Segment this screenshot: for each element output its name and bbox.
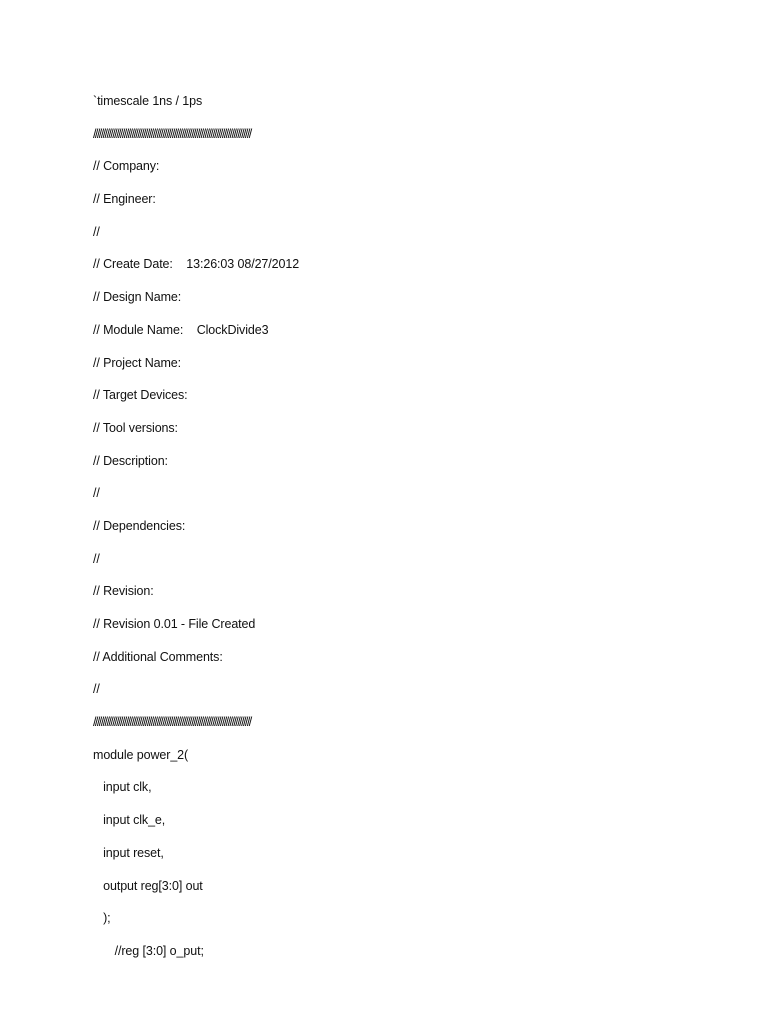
port-input-reset: input reset, [93,845,164,860]
comment-revision-entry: // Revision 0.01 - File Created [93,617,256,631]
comment-target-devices: // Target Devices: [93,388,188,403]
port-input-clk: input clk, [93,780,152,795]
comment-blank: // [93,682,100,697]
timescale-line: `timescale 1ns / 1ps [93,94,203,108]
comment-rule-bottom: ////////////////////////////////////////////////////////////////////////////////// [93,715,251,730]
comment-description: // Description: [93,453,168,468]
comment-additional-comments: // Additional Comments: [93,649,223,664]
comment-company: // Company: [93,159,160,174]
comment-dependencies: // Dependencies: [93,518,186,533]
comment-blank: // [93,224,100,239]
comment-tool-versions: // Tool versions: [93,420,178,435]
comment-rule-top: ////////////////////////////////////////////////////////////////////////////////// [93,126,251,141]
comment-design-name: // Design Name: [93,290,182,305]
port-input-clk-e: input clk_e, [93,813,166,828]
comment-create-date: // Create Date: 13:26:03 08/27/2012 [93,257,300,272]
port-list-close: ); [93,911,111,926]
comment-blank: // [93,551,100,566]
commented-reg-declaration: //reg [3:0] o_put; [93,943,204,958]
comment-blank: // [93,486,100,501]
comment-project-name: // Project Name: [93,355,182,370]
comment-revision: // Revision: [93,584,154,599]
module-declaration: module power_2( [93,747,189,762]
port-output-out: output reg[3:0] out [93,878,203,893]
verilog-source [93,90,299,973]
comment-module-name: // Module Name: ClockDivide3 [93,322,269,337]
comment-engineer: // Engineer: [93,192,156,207]
